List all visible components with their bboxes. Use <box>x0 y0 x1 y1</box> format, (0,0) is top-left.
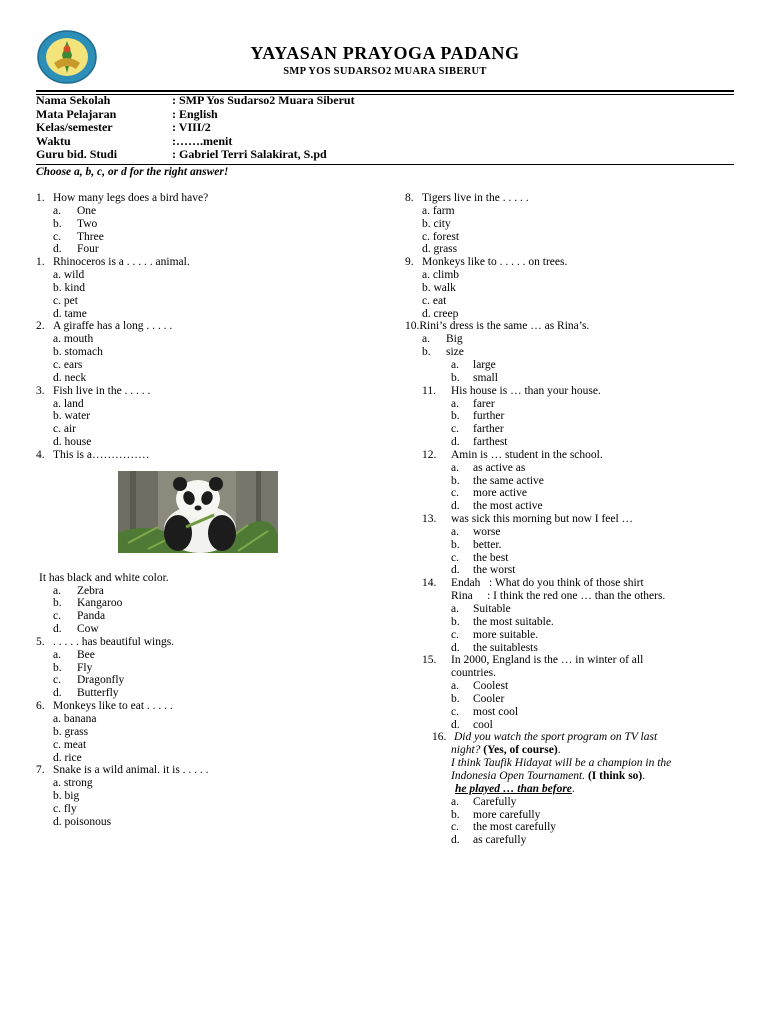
question-4-description: It has black and white color. <box>39 571 169 584</box>
option: c. pet <box>53 294 78 307</box>
option: d. poisonous <box>53 815 112 828</box>
question-15: 15. In 2000, England is the … in winter of all <box>422 654 644 667</box>
question-14-line2: Rina : I think the red one … than the others. <box>451 590 666 603</box>
option: a. as active as <box>451 461 526 474</box>
option: a. Suitable <box>451 603 511 615</box>
option: b. Fly <box>53 661 93 674</box>
option: b. walk <box>422 281 456 294</box>
info-value: :…….menit <box>172 133 233 148</box>
option: a. Coolest <box>451 680 509 693</box>
question-16-line2: night? (Yes, of course). <box>451 744 561 757</box>
option: d. Cow <box>53 623 99 636</box>
option: a. farm <box>422 204 455 217</box>
option: b. size <box>422 346 464 359</box>
info-value: : SMP Yos Sudarso2 Muara Siberut <box>172 93 355 107</box>
option: c. Panda <box>53 610 106 623</box>
option: a. climb <box>422 269 460 282</box>
option: b. grass <box>53 725 89 738</box>
info-label: Mata Pelajaran <box>36 106 117 121</box>
option: b. the most suitable. <box>451 615 554 628</box>
school-logo-icon <box>36 29 98 85</box>
option: c. Three <box>53 230 104 243</box>
info-value: : Gabriel Terri Salakirat, S.pd <box>172 147 327 162</box>
question-5: 5. . . . . . has beautiful wings. <box>36 635 175 648</box>
panda-photo <box>118 471 278 553</box>
option: b. stomach <box>53 346 103 359</box>
option: c. more active <box>451 487 527 500</box>
option: a. land <box>53 397 84 410</box>
info-label: Kelas/semester <box>36 120 113 135</box>
info-value: : English <box>172 106 218 121</box>
info-row <box>36 108 355 122</box>
question-16: 16. Did you watch the sport program on TV last <box>432 731 658 744</box>
option: a. Big <box>422 333 463 346</box>
right-column <box>405 192 745 847</box>
option: c. air <box>53 423 76 436</box>
question-4: 4. This is a…………… <box>36 448 150 461</box>
option: b. Kangaroo <box>53 597 123 610</box>
school-title: YAYASAN PRAYOGA PADANG <box>250 43 520 63</box>
option: d. Four <box>53 243 99 256</box>
option: a. banana <box>53 713 97 725</box>
instruction: Choose a, b, c, or d for the right answer! <box>36 166 229 178</box>
sub-option: a. large <box>451 358 496 371</box>
option: d. rice <box>53 751 82 764</box>
question-7: 7. Snake is a wild animal. it is . . . . . <box>36 764 209 777</box>
option: b. further <box>451 410 505 423</box>
option: a. Bee <box>53 648 95 661</box>
question-12: 12. Amin is … student in the school. <box>422 448 603 461</box>
option: c. Dragonfly <box>53 674 125 687</box>
option: d. house <box>53 436 92 449</box>
question-16-line3: I think Taufik Hidayat will be a champion in the <box>451 757 672 770</box>
info-label: Nama Sekolah <box>36 93 111 107</box>
question-2: 2. A giraffe has a long . . . . . <box>36 320 173 333</box>
option: c. more suitable. <box>451 628 539 641</box>
question-15-line2: countries. <box>451 667 497 680</box>
option: c. forest <box>422 230 460 243</box>
question-6: 6. Monkeys like to eat . . . . . <box>36 700 173 713</box>
option: b. water <box>53 410 91 423</box>
option: a. Carefully <box>451 795 517 808</box>
option: c. the best <box>451 551 509 564</box>
option: b. kind <box>53 281 85 294</box>
question-16-line5: he played … than before. <box>455 782 575 795</box>
info-divider <box>36 164 734 165</box>
option: b. more carefully <box>451 808 541 821</box>
info-row <box>36 121 355 135</box>
option: a. worse <box>451 525 501 538</box>
info-value: : VIII/2 <box>172 120 211 135</box>
option: b. Cooler <box>451 692 505 705</box>
option: c. most cool <box>451 705 519 718</box>
option: d. as carefully <box>451 834 527 847</box>
sub-option: b. small <box>451 371 498 384</box>
question-14: 14. Endah : What do you think of those shirt <box>422 577 644 590</box>
question-1: 1. How many legs does a bird have? <box>36 192 209 204</box>
info-row <box>36 148 355 162</box>
option: b. better. <box>451 538 502 551</box>
header-divider <box>36 90 734 92</box>
info-table <box>36 94 355 162</box>
option: c. fly <box>53 802 77 815</box>
option: a. Zebra <box>53 584 104 597</box>
option: c. meat <box>53 738 87 751</box>
info-row <box>36 94 355 108</box>
option: d. the worst <box>451 564 516 577</box>
option: a. mouth <box>53 333 94 346</box>
question-8: 8. Tigers live in the . . . . . <box>405 192 529 204</box>
info-label: Guru bid. Studi <box>36 147 118 162</box>
option: d. neck <box>53 371 87 384</box>
question-13: 13. was sick this morning but now I feel … <box>422 513 634 526</box>
option: d. creep <box>422 307 459 320</box>
option: c. ears <box>53 358 83 371</box>
option: b. Two <box>53 217 98 230</box>
option: d. farthest <box>451 436 508 449</box>
option: a. strong <box>53 777 93 790</box>
option: d. the most active <box>451 500 543 513</box>
option: a. farer <box>451 397 495 410</box>
question-1b: 1. Rhinoceros is a . . . . . animal. <box>36 256 190 269</box>
question-9: 9. Monkeys like to . . . . . on trees. <box>405 256 568 269</box>
left-column <box>36 192 366 829</box>
question-16-line4: Indonesia Open Tournament. (I think so). <box>451 769 646 782</box>
option: d. the suitablests <box>451 641 538 654</box>
info-row <box>36 135 355 149</box>
school-subtitle: SMP YOS SUDARSO2 MUARA SIBERUT <box>283 66 487 77</box>
option: d. tame <box>53 307 87 320</box>
option: b. big <box>53 790 80 803</box>
info-label: Waktu <box>36 133 71 148</box>
option: c. the most carefully <box>451 821 557 834</box>
option: a. wild <box>53 269 85 282</box>
option: b. the same active <box>451 474 544 487</box>
question-10: 10.Rini’s dress is the same … as Rina’s. <box>405 320 590 333</box>
panda-image-area <box>36 462 366 572</box>
option: d. cool <box>451 718 493 731</box>
option: b. city <box>422 217 451 230</box>
option: c. eat <box>422 294 447 307</box>
question-3: 3. Fish live in the . . . . . <box>36 384 151 397</box>
option: d. Butterfly <box>53 687 119 700</box>
option: c. farther <box>451 423 504 436</box>
option: a. One <box>53 204 97 217</box>
option: d. grass <box>422 243 458 256</box>
question-11: 11. His house is … than your house. <box>422 384 601 397</box>
